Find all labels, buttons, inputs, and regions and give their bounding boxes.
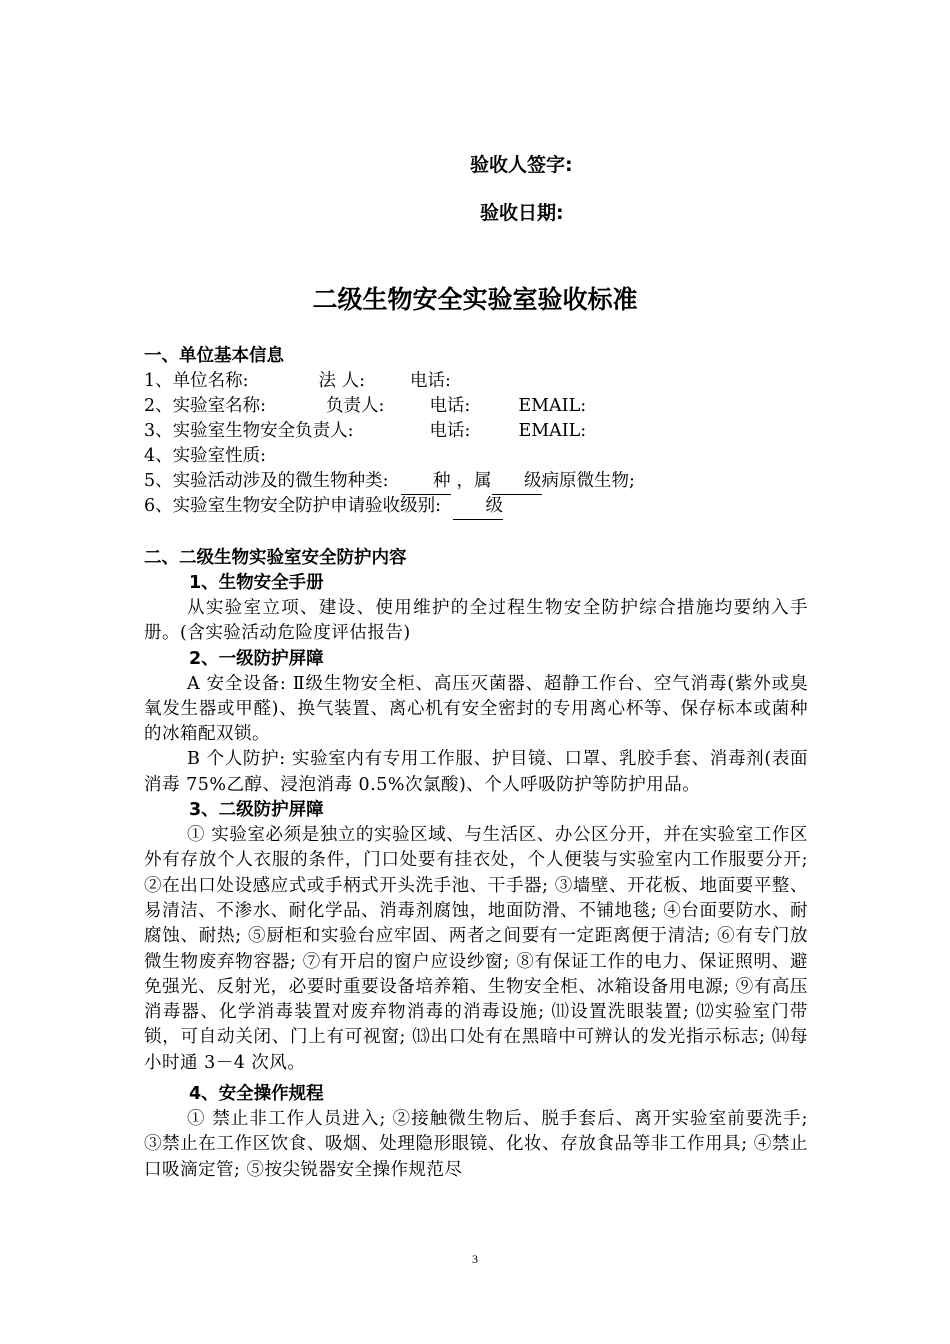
paragraph-personal-protection: B 个人防护: 实验室内有专用工作服、护目镜、口罩、乳胶手套、消毒剂(表面消毒 75%乙醇、浸泡消毒 0.5%次氯酸)、个人呼吸防护等防护用品。 [144, 749, 808, 795]
info-line-4 [144, 444, 808, 469]
blank-species: 种 [401, 469, 451, 495]
info-separator: ，属 [456, 471, 492, 491]
info-tail: 病原微生物; [541, 471, 635, 491]
acceptor-signature-label: 验收人签字: [470, 154, 573, 176]
paragraph-operation-rules: ① 禁止非工作人员进入; ②接触微生物后、脱手套后、离开实验室前要洗手; ③禁止在工作区饮食、吸烟、处理隐形眼镜、化妆、存放食品等非工作用具; ④禁止口吸滴定管; ⑤按尖锐器安全操作规范尽 [144, 1109, 808, 1180]
section-heading: 一、单位基本信息 [144, 346, 284, 366]
info-label: 电话: [429, 421, 471, 441]
info-line-5 [144, 469, 808, 494]
section-protection [144, 546, 808, 1183]
paragraph-secondary-barrier: ① 实验室必须是独立的实验区域、与生活区、办公区分开，并在实验室工作区外有存放个人衣服的条件，门口处要有挂衣处，个人便装与实验室内工作服要分开; ②在出口处设感应式或手柄式开头洗手池、干手器; ③墙壁、开花板、地面要平整、易清洁、不渗水、耐化学品、消毒剂腐蚀，地面防滑、不铺地毯; ④台面要防水、耐腐蚀、耐热; ⑤厨柜和实验台应牢固、两者之间要有一定距离便于清洁; ⑥有专门放微生物废弃物容器; ⑦有开启的窗户应设纱窗; ⑧有保证工作的电力、保证照明、避免强光、反射光，必要时重要设备培养箱、生物安全柜、冰箱设备用电源; ⑨有高压消毒器、化学消毒装置对废弃物消毒的消毒设施; ⑾设置洗眼装置; ⑿实验室门带锁，可自动关闭、门上有可视窗; ⒀出口处有在黑暗中可辨认的发光指示标志; ⒁每小时通 3－4 次风。 [144, 825, 808, 1073]
document-title: 二级生物安全实验室验收标准 [312, 285, 638, 314]
info-label: 电话: [429, 396, 471, 416]
paragraph-safety-equipment: A 安全设备: Ⅱ级生物安全柜、高压灭菌器、超静工作台、空气消毒(紫外或臭氧发生器或甲醛)、换气装置、离心机有安全密封的专用离心杯等、保存标本或菌种的冰箱配双锁。 [144, 673, 808, 745]
info-label: 4、实验室性质: [144, 446, 267, 466]
section-basic-info [144, 344, 808, 519]
subsection-heading-operation-rules: 4、安全操作规程 [189, 1084, 324, 1105]
info-line-3 [144, 419, 808, 444]
info-line-6 [144, 494, 808, 519]
info-label: 6、实验室生物安全防护申请验收级别: [144, 496, 442, 516]
page-number: 3 [472, 1252, 478, 1266]
subsection-heading-manual: 1、生物安全手册 [189, 573, 324, 593]
subsection-heading-primary-barrier: 2、一级防护屏障 [189, 648, 324, 669]
info-label: 法 人: [318, 371, 365, 391]
blank-grade: 级 [492, 469, 542, 495]
info-label: 电话: [410, 371, 451, 391]
info-label: EMAIL: [518, 396, 587, 416]
info-label: 3、实验室生物安全负责人: [144, 421, 354, 441]
info-label: 2、实验室名称: [144, 396, 267, 416]
info-label: 1、单位名称: [144, 371, 249, 391]
blank-level: 级 [453, 494, 503, 520]
info-label: 负责人: [326, 396, 385, 416]
paragraph-manual: 从实验室立项、建设、使用维护的全过程生物安全防护综合措施均要纳入手册。(含实验活动危险度评估报告) [144, 598, 808, 644]
info-label: EMAIL: [518, 421, 587, 441]
section-heading: 二、二级生物实验室安全防护内容 [144, 548, 407, 568]
info-line-1 [144, 369, 808, 394]
info-line-2 [144, 394, 808, 419]
info-label: 5、实验活动涉及的微生物种类: [144, 471, 389, 491]
subsection-heading-secondary-barrier: 3、二级防护屏障 [189, 800, 324, 821]
acceptance-date-label: 验收日期: [480, 202, 564, 224]
